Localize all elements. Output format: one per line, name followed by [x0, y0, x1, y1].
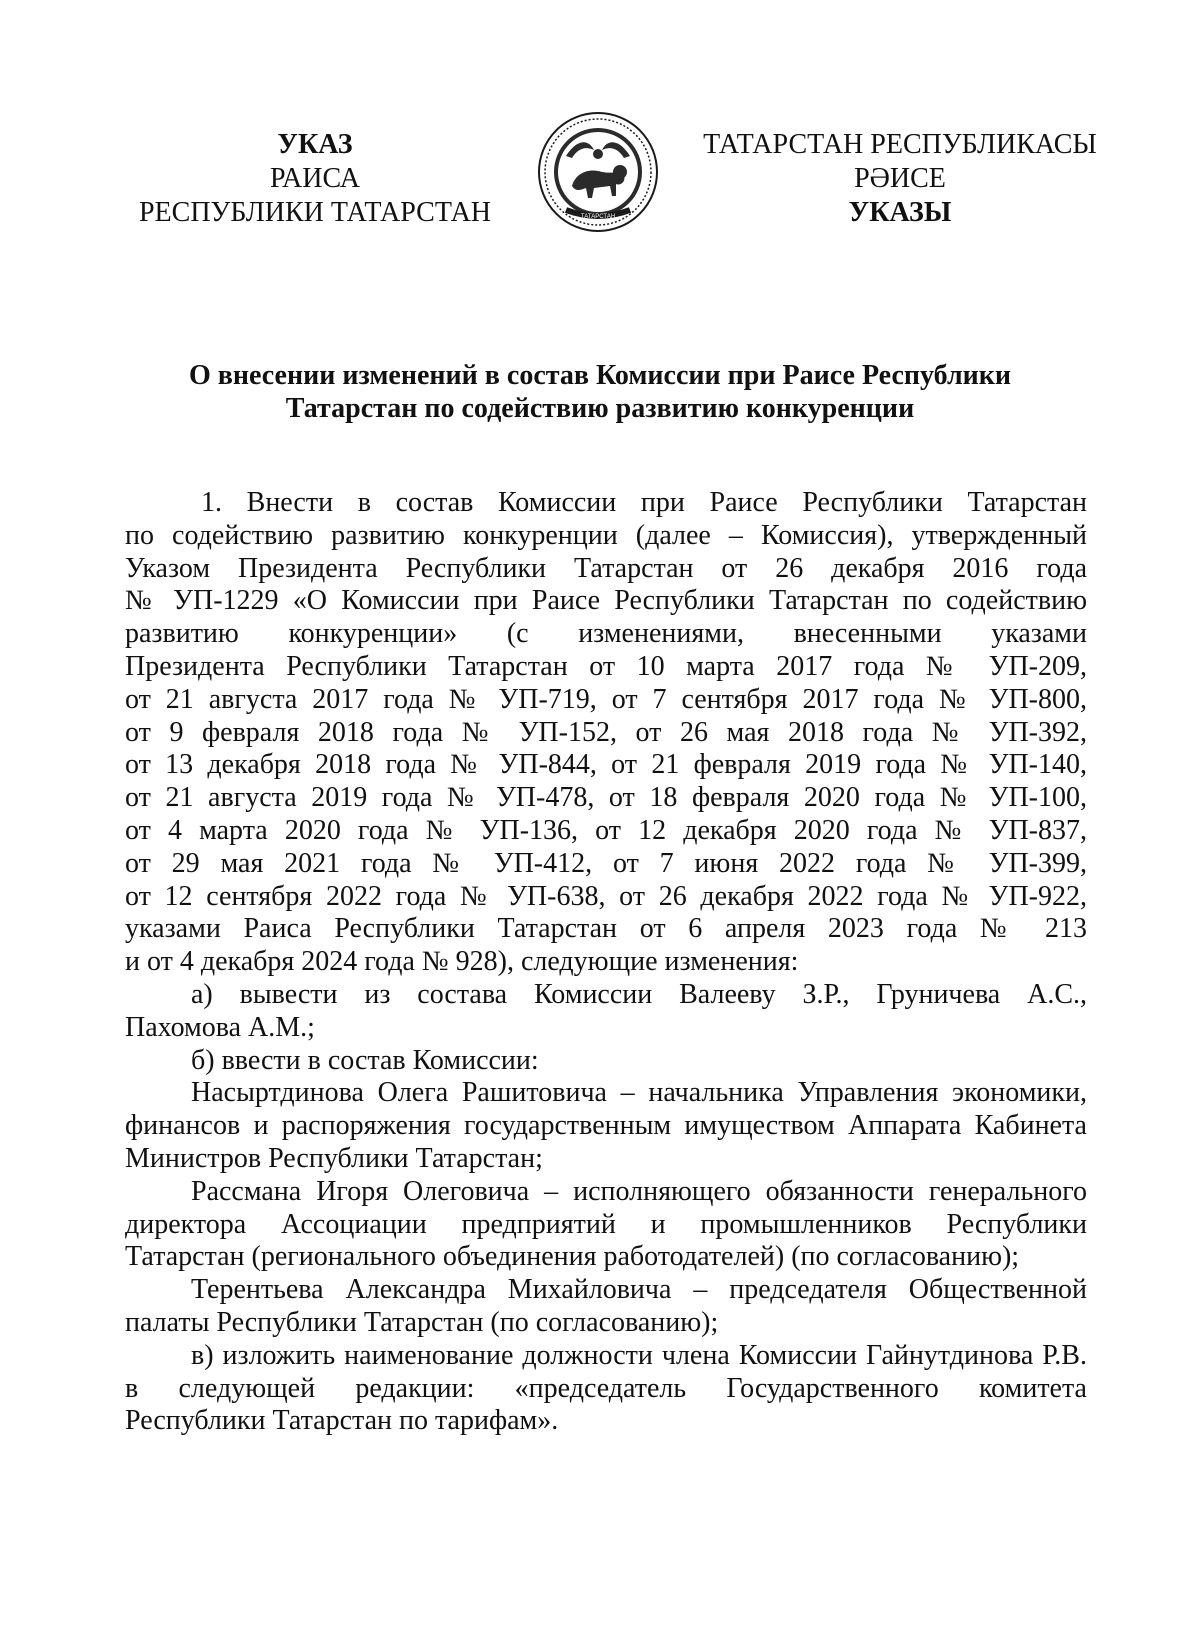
body-line: Рассмана Игоря Олеговича – исполняющего обязанности генерального — [191, 1175, 1087, 1207]
body-line: по содействию развитию конкуренции (далее – Комиссия), утвержденный — [125, 519, 1087, 551]
body-line: а) вывести из состава Комиссии Валееву З.Р., Груничева А.С., — [191, 978, 1087, 1010]
document-title — [130, 359, 1070, 425]
title-line: Татарстан по содействию развитию конкуренции — [285, 393, 915, 424]
body-line: от 9 февраля 2018 года № УП-152, от 26 мая 2018 года № УП-392, — [125, 716, 1087, 748]
header-right-line2: РӘИСЕ — [854, 163, 946, 194]
document-body — [125, 487, 1087, 1438]
emblem-ribbon-text: ТАТАРСТАН — [580, 214, 616, 220]
body-line: от 13 декабря 2018 года № УП-844, от 21 февраля 2019 года № УП-140, — [125, 749, 1087, 781]
body-line: от 29 мая 2021 года № УП-412, от 7 июня 2022 года № УП-399, — [125, 847, 1087, 879]
coat-of-arms-icon — [536, 110, 660, 234]
header-left-line2: РАИСА — [270, 163, 360, 194]
body-line: Татарстан (регионального объединения работодателей) (по согласованию); — [125, 1241, 1020, 1273]
body-line: от 12 сентября 2022 года № УП-638, от 26 декабря 2022 года № УП-922, — [125, 880, 1087, 912]
body-line: Указом Президента Республики Татарстан от 26 декабря 2016 года — [125, 552, 1087, 584]
body-line: в следующей редакции: «председатель Государственного комитета — [125, 1372, 1087, 1404]
header-right-block — [680, 128, 1120, 230]
body-line: указами Раиса Республики Татарстан от 6 апреля 2023 года № 213 — [125, 913, 1087, 945]
header-right-line3: УКАЗЫ — [848, 197, 952, 228]
body-line: палаты Республики Татарстан (по согласованию); — [125, 1306, 719, 1338]
body-line: Президента Республики Татарстан от 10 марта 2017 года № УП-209, — [125, 650, 1087, 682]
body-line: от 21 августа 2017 года № УП-719, от 7 сентября 2017 года № УП-800, — [125, 683, 1087, 715]
body-line: финансов и распоряжения государственным имуществом Аппарата Кабинета — [125, 1110, 1087, 1142]
body-line: Терентьева Александра Михайловича – председателя Общественной — [191, 1274, 1087, 1306]
body-line: Министров Республики Татарстан; — [125, 1142, 543, 1174]
header-right-line1: ТАТАРСТАН РЕСПУБЛИКАСЫ — [703, 129, 1097, 160]
body-line: Пахомова А.М.; — [125, 1011, 315, 1043]
body-line: директора Ассоциации предприятий и промышленников Республики — [125, 1208, 1087, 1240]
body-line: Насыртдинова Олега Рашитовича – начальника Управления экономики, — [191, 1077, 1087, 1109]
body-line: б) ввести в состав Комиссии: — [191, 1044, 539, 1076]
body-line: № УП-1229 «О Комиссии при Раисе Республики Татарстан по содействию — [125, 585, 1087, 617]
body-line: Республики Татарстан по тарифам». — [125, 1405, 559, 1437]
body-line: 1. Внести в состав Комиссии при Раисе Республики Татарстан — [201, 487, 1087, 518]
body-line: развитию конкуренции» (с изменениями, внесенными указами — [125, 618, 1087, 650]
header-left-block — [120, 128, 510, 230]
body-line: и от 4 декабря 2024 года № 928), следующие изменения: — [125, 946, 799, 978]
header-left-line3: РЕСПУБЛИКИ ТАТАРСТАН — [138, 197, 492, 228]
body-line: от 4 марта 2020 года № УП-136, от 12 декабря 2020 года № УП-837, — [125, 814, 1087, 846]
body-line: в) изложить наименование должности члена Комиссии Гайнутдинова Р.В. — [191, 1339, 1087, 1371]
body-line: от 21 августа 2019 года № УП-478, от 18 февраля 2020 года № УП-100, — [125, 782, 1087, 814]
title-line: О внесении изменений в состав Комиссии при Раисе Республики — [188, 360, 1012, 391]
header-left-line1: УКАЗ — [277, 129, 353, 160]
